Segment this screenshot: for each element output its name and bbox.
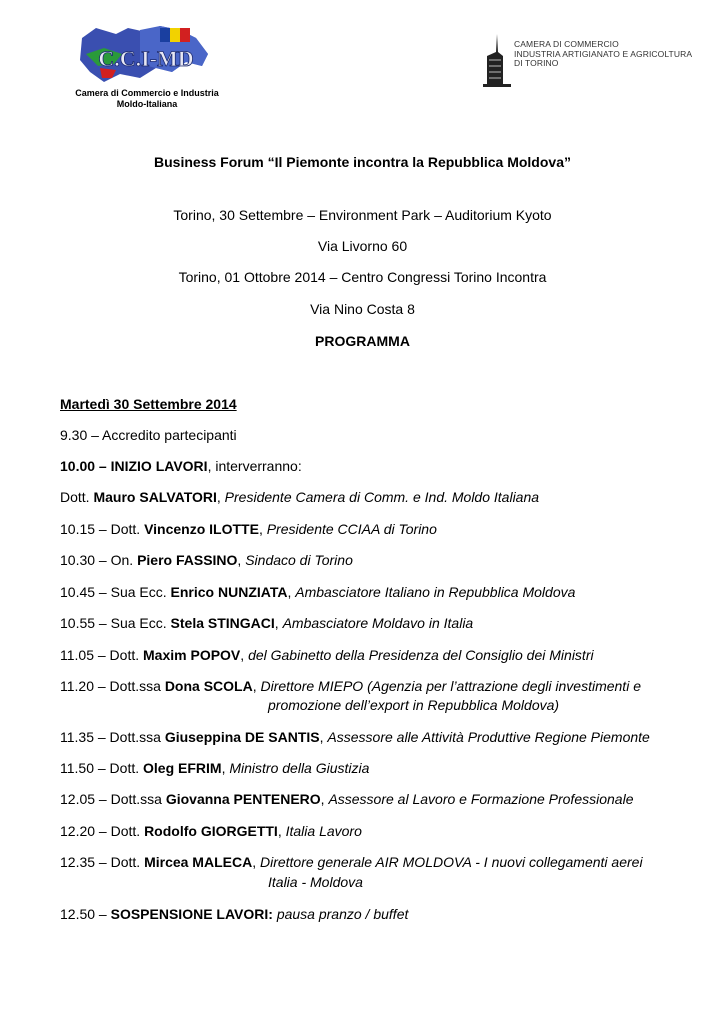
item-prefix: 12.05 – Dott.ssa bbox=[60, 791, 166, 807]
cciaa-line1: CAMERA DI COMMERCIO bbox=[514, 39, 619, 49]
program-item bbox=[60, 647, 594, 663]
item-role: Presidente Camera di Comm. e Ind. Moldo Italiana bbox=[224, 489, 540, 505]
program-heading: PROGRAMMA bbox=[315, 333, 410, 349]
item-role-continued: Italia - Moldova bbox=[268, 874, 363, 890]
item-prefix: 12.20 – Dott. bbox=[60, 823, 145, 839]
item-name: SOSPENSIONE LAVORI: bbox=[110, 906, 273, 922]
item-name: Mauro SALVATORI bbox=[93, 489, 217, 505]
item-name: Vincenzo ILOTTE bbox=[144, 521, 259, 537]
program-item bbox=[60, 521, 437, 537]
program-item bbox=[60, 906, 408, 922]
item-role: del Gabinetto della Presidenza del Consiglio dei Ministri bbox=[248, 647, 594, 663]
item-sep: , bbox=[240, 647, 249, 663]
item-role: Ambasciatore Italiano in Repubblica Moldova bbox=[295, 584, 576, 600]
program-item bbox=[60, 489, 539, 505]
item-sep: , bbox=[320, 791, 329, 807]
item-sep: , bbox=[216, 489, 225, 505]
item-prefix: 10.15 – Dott. bbox=[60, 521, 145, 537]
item-sep: , bbox=[274, 615, 283, 631]
item-sep: , bbox=[252, 678, 261, 694]
item-text: 9.30 – Accredito partecipanti bbox=[60, 427, 237, 443]
mole-antonelliana-icon bbox=[483, 32, 511, 88]
item-prefix: 10.55 – Sua Ecc. bbox=[60, 615, 171, 631]
item-sep: , bbox=[221, 760, 230, 776]
item-prefix: 10.30 – On. bbox=[60, 552, 138, 568]
item-sep: , bbox=[287, 584, 296, 600]
program-item bbox=[60, 552, 353, 568]
item-name: 10.00 – INIZIO LAVORI bbox=[60, 458, 208, 474]
venue-1: Torino, 30 Settembre – Environment Park – Auditorium Kyoto bbox=[173, 207, 552, 223]
address-2: Via Nino Costa 8 bbox=[310, 301, 415, 317]
item-prefix: 11.20 – Dott.ssa bbox=[60, 678, 165, 694]
item-sep: , bbox=[237, 552, 246, 568]
venue-2: Torino, 01 Ottobre 2014 – Centro Congressi Torino Incontra bbox=[178, 269, 547, 285]
program-item bbox=[60, 823, 362, 839]
logo-text: C.C.I-MD bbox=[98, 46, 194, 71]
program-item bbox=[60, 791, 633, 807]
item-prefix: Dott. bbox=[60, 489, 94, 505]
item-prefix: 11.05 – Dott. bbox=[60, 647, 144, 663]
item-name: Enrico NUNZIATA bbox=[170, 584, 288, 600]
item-name: Giuseppina DE SANTIS bbox=[164, 729, 320, 745]
item-role: Sindaco di Torino bbox=[245, 552, 353, 568]
item-sep: , bbox=[252, 854, 260, 870]
item-role: Presidente CCIAA di Torino bbox=[266, 521, 437, 537]
logo-caption-line1: Camera di Commercio e Industria bbox=[75, 88, 219, 98]
program-item bbox=[60, 584, 575, 600]
item-sep: , bbox=[277, 823, 286, 839]
item-role: Direttore generale AIR MOLDOVA - I nuovi collegamenti aerei bbox=[259, 854, 643, 870]
item-role: Ambasciatore Moldavo in Italia bbox=[282, 615, 474, 631]
moldova-italy-map-icon bbox=[76, 24, 218, 86]
address-1: Via Livorno 60 bbox=[317, 238, 408, 254]
item-name: Dona SCOLA bbox=[164, 678, 253, 694]
item-prefix: 12.35 – Dott. bbox=[60, 854, 145, 870]
item-name: Maxim POPOV bbox=[143, 647, 241, 663]
item-name: Mircea MALECA bbox=[144, 854, 253, 870]
item-role: Assessore al Lavoro e Formazione Professionale bbox=[328, 791, 634, 807]
item-role: Italia Lavoro bbox=[285, 823, 362, 839]
cciaa-line3: DI TORINO bbox=[514, 58, 559, 69]
item-role: Ministro della Giustizia bbox=[229, 760, 370, 776]
item-prefix: 12.50 – bbox=[60, 906, 111, 922]
item-name: Giovanna PENTENERO bbox=[165, 791, 321, 807]
item-role: Assessore alle Attività Produttive Regione Piemonte bbox=[327, 729, 650, 745]
program-item bbox=[60, 760, 369, 776]
program-item bbox=[60, 427, 237, 443]
item-role: Direttore MIEPO (Agenzia per l’attrazione degli investimenti e bbox=[260, 678, 641, 694]
item-prefix: 10.45 – Sua Ecc. bbox=[60, 584, 171, 600]
item-prefix: 11.35 – Dott.ssa bbox=[60, 729, 165, 745]
program-item bbox=[60, 678, 641, 694]
cciaa-line2: INDUSTRIA ARTIGIANATO E AGRICOLTURA bbox=[514, 48, 693, 59]
item-role: pausa pranzo / buffet bbox=[276, 906, 409, 922]
item-role-continued: promozione dell’export in Repubblica Moldova) bbox=[268, 697, 560, 713]
item-sep: , interverranno: bbox=[207, 458, 302, 474]
cciaa-torino-logo bbox=[483, 32, 693, 88]
logo-caption-line2: Moldo-Italiana bbox=[116, 99, 178, 109]
ccimd-logo bbox=[72, 24, 222, 110]
program-item bbox=[60, 729, 650, 745]
item-prefix: 11.50 – Dott. bbox=[60, 760, 144, 776]
item-sep: , bbox=[258, 521, 267, 537]
item-name: Rodolfo GIORGETTI bbox=[144, 823, 278, 839]
program-item bbox=[60, 458, 302, 474]
day-heading: Martedì 30 Settembre 2014 bbox=[60, 396, 237, 412]
program-item bbox=[60, 854, 643, 870]
program-item bbox=[60, 615, 473, 631]
item-name: Piero FASSINO bbox=[137, 552, 238, 568]
item-name: Stela STINGACI bbox=[170, 615, 275, 631]
page-title: Business Forum “Il Piemonte incontra la Repubblica Moldova” bbox=[154, 154, 571, 170]
item-name: Oleg EFRIM bbox=[143, 760, 222, 776]
item-sep: , bbox=[319, 729, 328, 745]
